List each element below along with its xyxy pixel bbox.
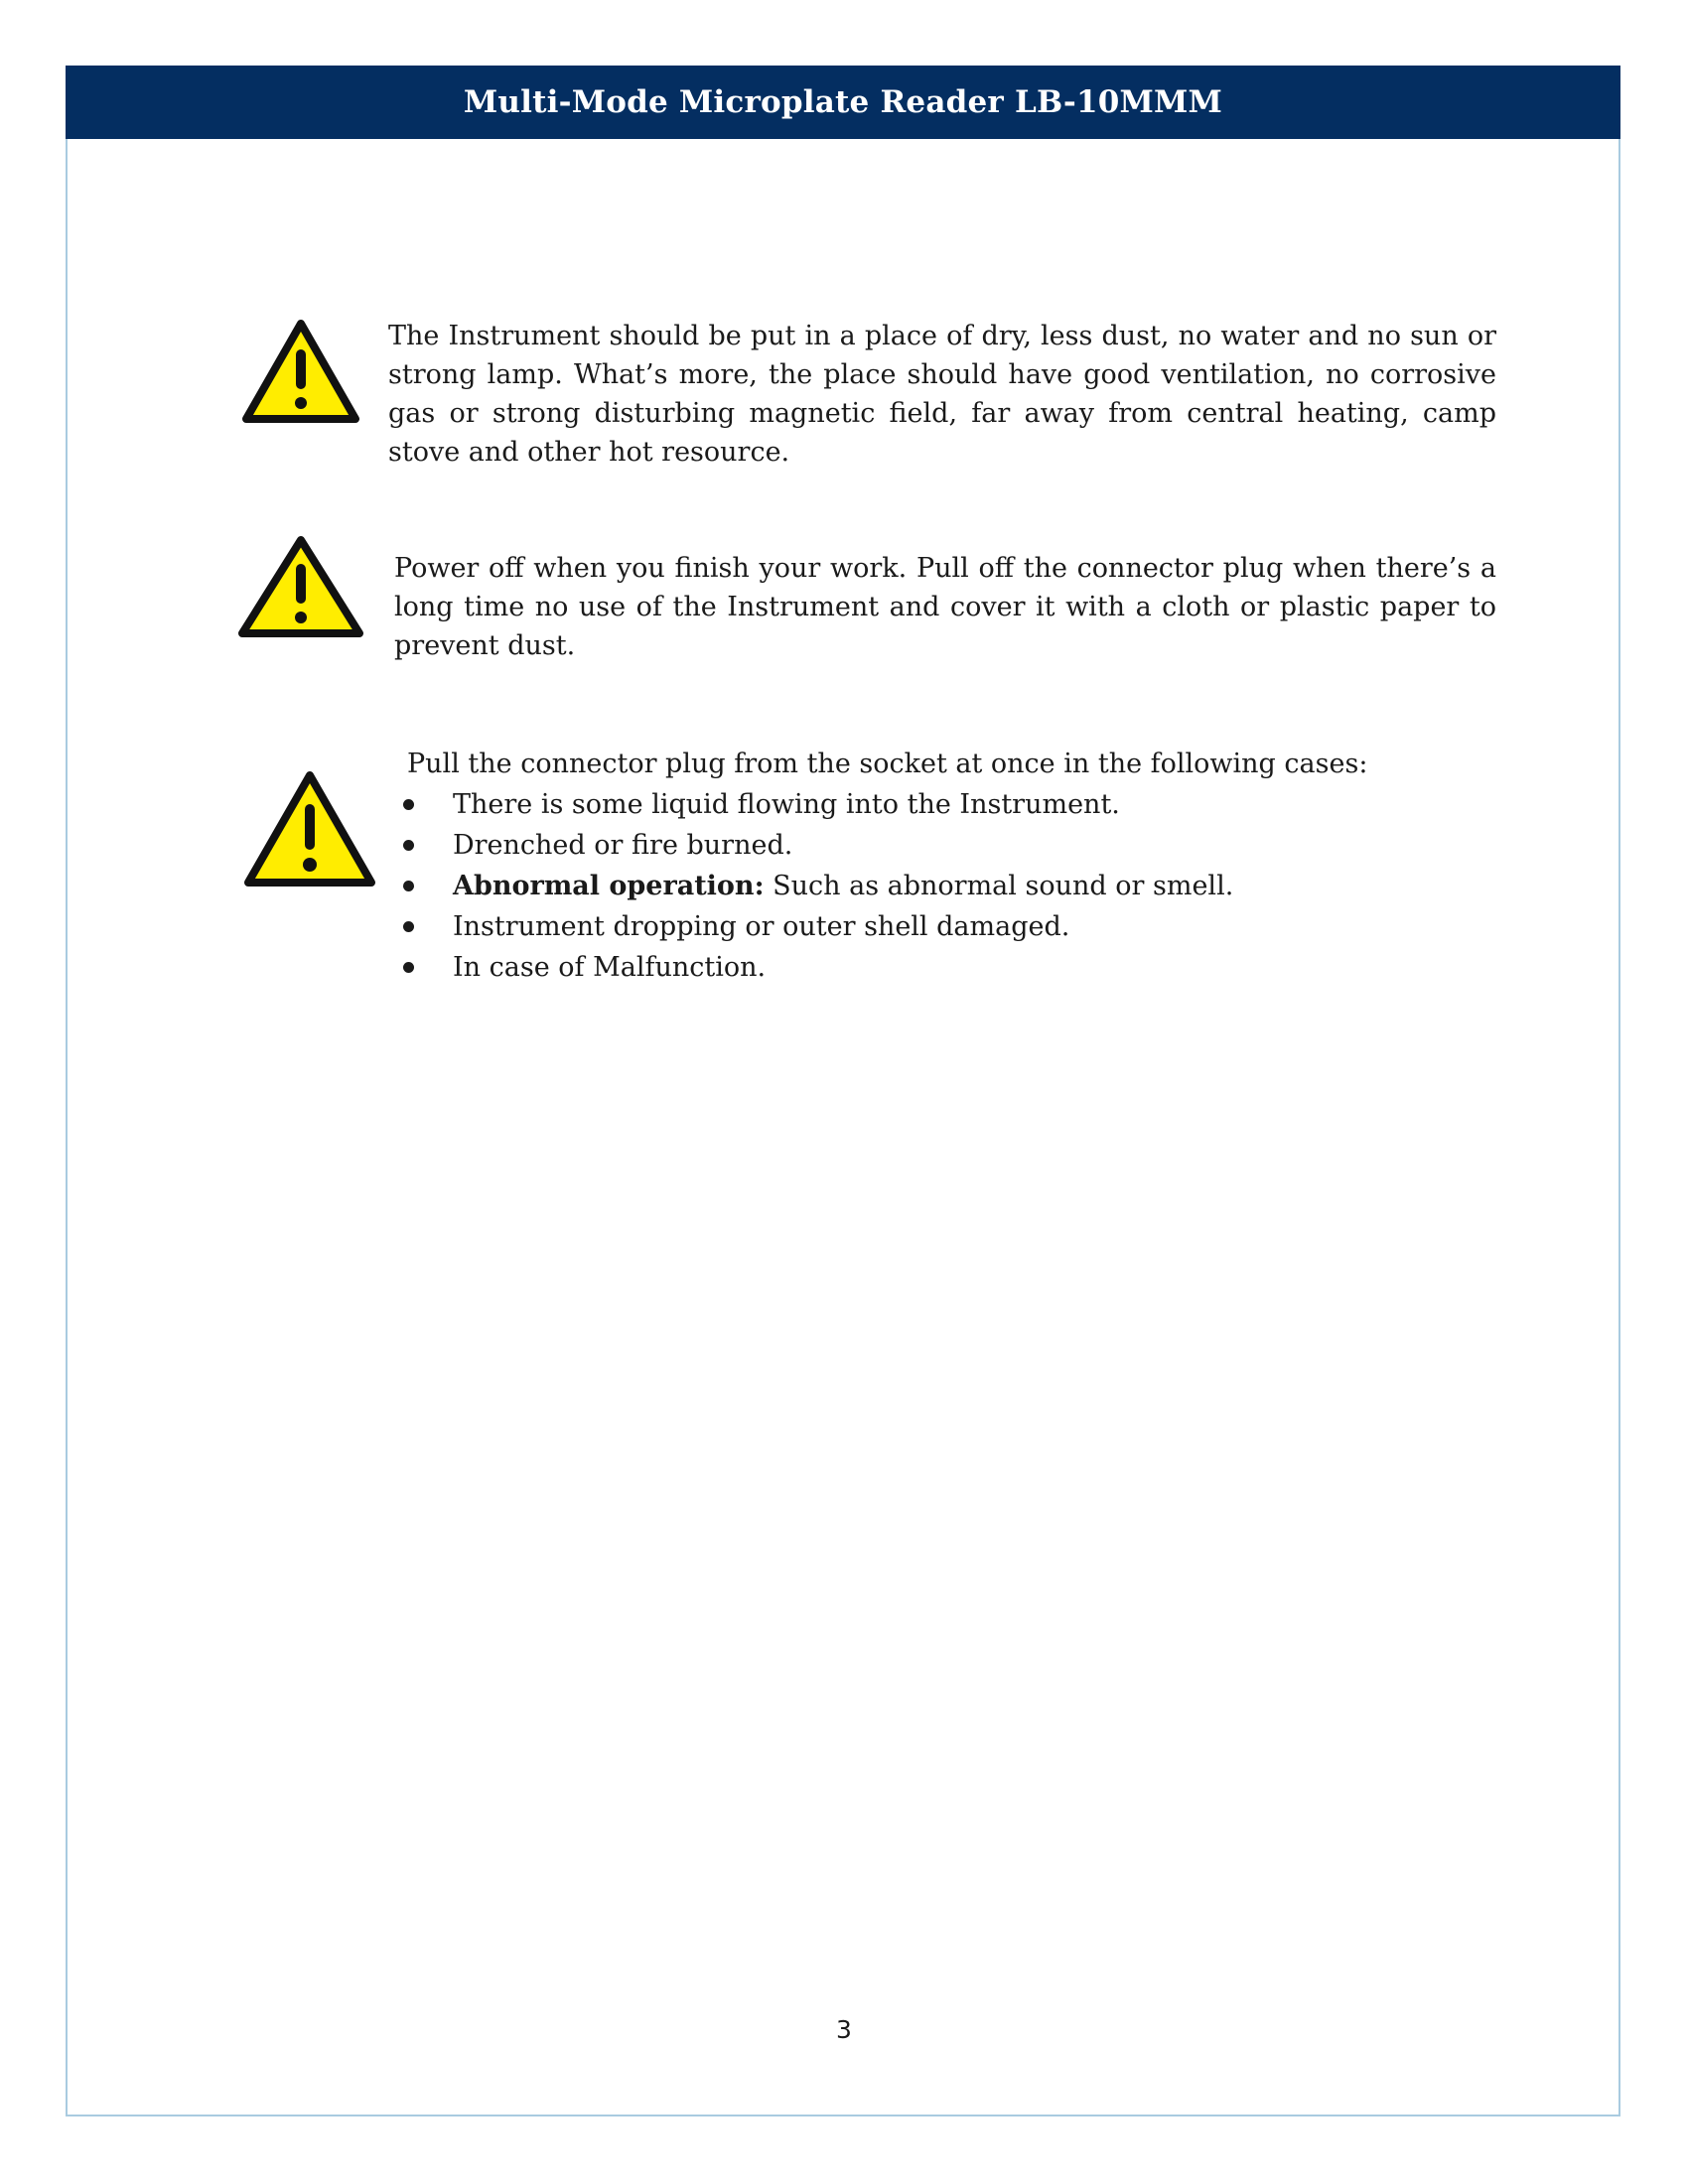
list-item-text: There is some liquid flowing into the Instrument.: [453, 789, 1120, 820]
bullet-icon: [403, 962, 414, 973]
bullet-icon: [403, 840, 414, 851]
bullet-icon: [403, 799, 414, 810]
warning-text-placement: The Instrument should be put in a place of dry, less dust, no water and no sun or strong lamp. What’s more, the place should have good ventilation, no corrosive gas or strong disturbing magnetic field, far away from central heating, camp stove and other hot resource.: [388, 321, 1496, 468]
header-bar: [66, 66, 1620, 139]
list-item-label: Abnormal operation:: [453, 871, 765, 901]
page-number: 3: [836, 2015, 852, 2044]
warning-text-power-off: Power off when you finish your work. Pull off the connector plug when there’s a long time no use of the Instrument and cover it with a cloth or plastic paper to prevent dust.: [394, 553, 1496, 661]
warning-unplug-block: [395, 744, 1537, 988]
warning-triangle-icon: [240, 766, 379, 891]
list-item: [395, 866, 1537, 906]
warning-triangle-icon: [234, 532, 367, 641]
unplug-intro: Pull the connector plug from the socket at once in the following cases:: [407, 749, 1368, 779]
list-item: [395, 906, 1537, 947]
list-item-text: Instrument dropping or outer shell damaged.: [453, 911, 1070, 942]
list-item: [395, 947, 1537, 988]
list-item-text: In case of Malfunction.: [453, 952, 767, 983]
bullet-icon: [403, 921, 414, 932]
list-item-text: Drenched or fire burned.: [453, 830, 793, 861]
warning-triangle-icon: [238, 316, 363, 427]
document-title: Multi-Mode Microplate Reader LB-10MMM: [463, 84, 1223, 120]
list-item-text: Such as abnormal sound or smell.: [764, 871, 1234, 901]
list-item: [395, 784, 1537, 825]
bullet-icon: [403, 881, 414, 891]
unplug-cases-list: [395, 784, 1537, 988]
list-item: [395, 825, 1537, 866]
